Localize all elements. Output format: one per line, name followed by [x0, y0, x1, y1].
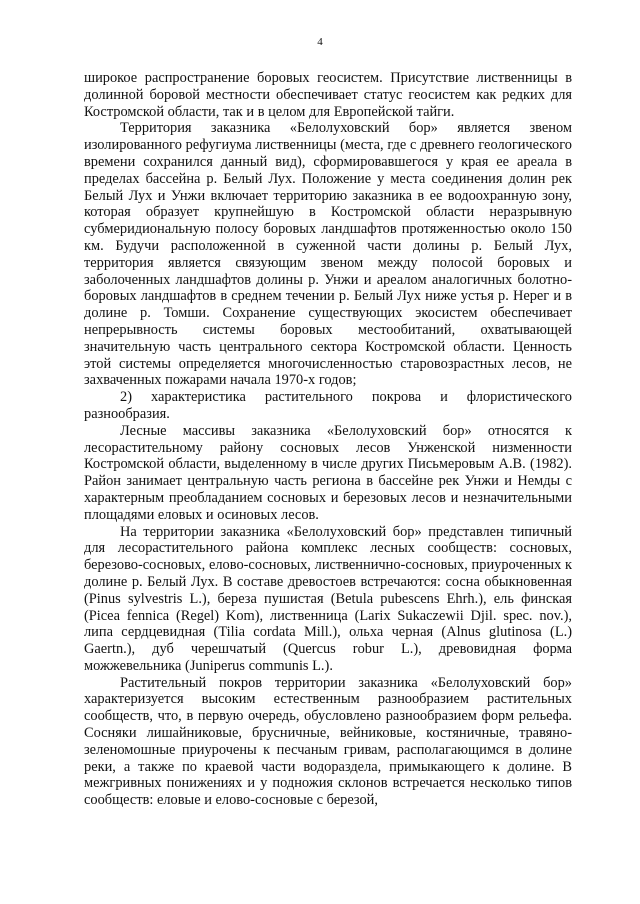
paragraph-1: широкое распространение боровых геосистем. Присутствие лиственницы в долинной боровой местности обеспечивает статус геосистем как редких для Костромской области, так и в целом для Европейской тайги.: [84, 70, 572, 120]
paragraph-3: 2) характеристика растительного покрова и флористического разнообразия.: [84, 389, 572, 422]
document-body: [84, 70, 572, 809]
paragraph-2: Территория заказника «Белолуховский бор» является звеном изолированного рефугиума лиственницы (места, где с древнего геологического времени сохранился данный вид), сформировавшегося у края ее ареала в пределах бассейна р. Белый Лух. Положение у места соединения долин рек Белый Лух и Унжи включает территорию заказника в ее водоохранную зону, которая образует крупнейшую в Костромской области неразрывную субмеридиональную полосу боровых ландшафтов протяженностью около 150 км. Будучи расположенной в суженной части долины р. Белый Лух, территория является связующим звеном между полосой боровых и заболоченных ландшафтов долины р. Унжи и ареалом аналогичных болотно-боровых ландшафтов в среднем течении р. Белый Лух ниже устья р. Нерег и в долине р. Томши. Сохранение существующих экосистем обеспечивает непрерывность системы боровых местообитаний, охватывающей значительную часть центрального сектора Костромской области. Ценность этой системы определяется многочисленностью старовозрастных лесов, не захваченных пожарами начала 1970-х годов;: [84, 120, 572, 389]
paragraph-6: Растительный покров территории заказника «Белолуховский бор» характеризуется высоким естественным разнообразием растительных сообществ, что, в первую очередь, обусловлено разнообразием форм рельефа. Сосняки лишайниковые, брусничные, вейниковые, костяничные, травяно-зеленомошные приурочены к песчаным гривам, располагающимся в долине реки, а также по краевой части водораздела, примыкающего к долине. В межгривных понижениях и у подножия склонов встречается несколько типов сообществ: еловые и елово-сосновые с березой,: [84, 674, 572, 809]
page-number: 4: [317, 36, 323, 48]
paragraph-5: На территории заказника «Белолуховский бор» представлен типичный для лесорастительного района комплекс лесных сообществ: сосновых, березово-сосновых, елово-сосновых, лиственнично-сосновых, приуроченных к долине р. Белый Лух. В составе древостоев встречаются: сосна обыкновенная (Pinus sylvestris L.), береза пушистая (Betula pubescens Ehrh.), ель финская (Picea fennica (Regel) Kom), лиственница (Larix Sukaczewii Djil. spec. nov.), липа сердцевидная (Tilia cordata Mill.), ольха черная (Alnus glutinosa (L.) Gaertn.), дуб черешчатый (Quercus robur L.), древовидная форма можжевельника (Juniperus communis L.).: [84, 523, 572, 674]
paragraph-4: Лесные массивы заказника «Белолуховский бор» относятся к лесорастительному району сосновых лесов Унженской низменности Костромской области, выделенному в числе других Письмеровым А.В. (1982). Район занимает центральную часть региона в бассейне рек Унжи и Немды с характерным преобладанием сосновых и березовых лесов и незначительными площадями еловых и осиновых лесов.: [84, 422, 572, 523]
